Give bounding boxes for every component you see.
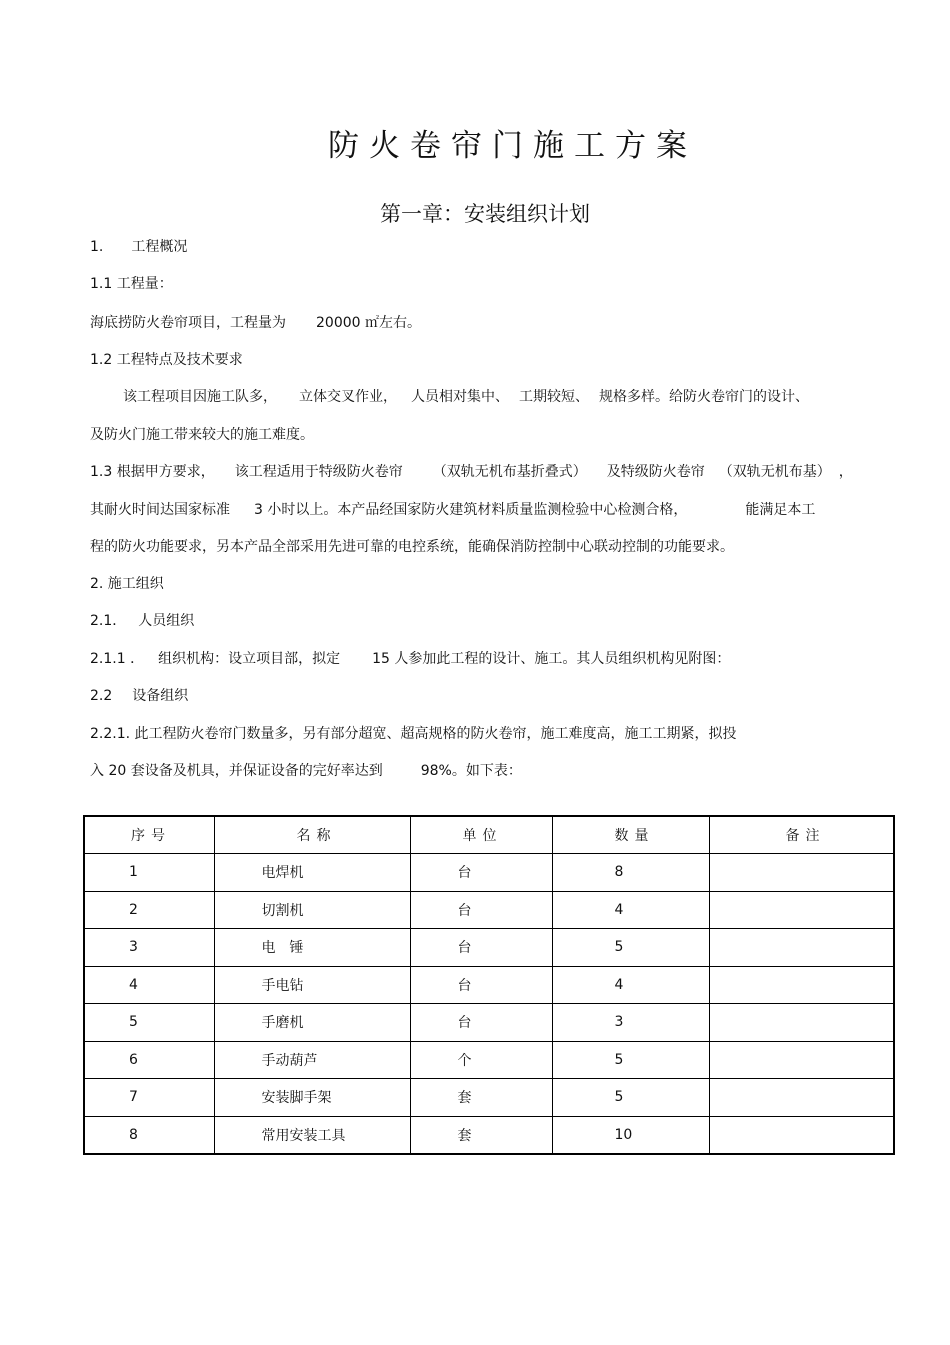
cell-unit: 套	[410, 1079, 552, 1117]
cell-seq: 8	[84, 1116, 214, 1154]
header-seq: 序号	[84, 816, 214, 854]
section-2-2-number: 2.2	[90, 688, 113, 704]
header-quantity: 数量	[552, 816, 709, 854]
cell-quantity: 4	[552, 891, 709, 929]
section-2-2-title: 设备组织	[132, 688, 189, 704]
section-2-1-title: 人员组织	[138, 613, 195, 629]
section-1-3-line-2	[90, 500, 815, 520]
cell-unit: 台	[410, 854, 552, 892]
quantity-text: 海底捞防火卷帘项目，工程量为	[90, 315, 286, 331]
table-row	[84, 891, 894, 929]
section-2-1-1-text-a: 组织机构：设立项目部，拟定	[158, 651, 341, 667]
cell-seq: 5	[84, 1004, 214, 1042]
cell-unit: 个	[410, 1041, 552, 1079]
section-2-1-1-line	[90, 649, 730, 669]
cell-seq: 4	[84, 966, 214, 1004]
cell-seq: 1	[84, 854, 214, 892]
cell-seq: 3	[84, 929, 214, 967]
cell-quantity: 8	[552, 854, 709, 892]
cell-name: 手磨机	[214, 1004, 410, 1042]
section-1-title: 工程概况	[131, 239, 188, 255]
table-row	[84, 1116, 894, 1154]
table-row	[84, 929, 894, 967]
features-paragraph-line-1	[123, 387, 809, 407]
cell-quantity: 10	[552, 1116, 709, 1154]
s13-text-e: （双轨无机布基）	[718, 464, 831, 480]
header-unit: 单位	[410, 816, 552, 854]
features-text-d: 工期较短、	[519, 389, 589, 405]
section-2-2-1-text-a: 入 20 套设备及机具，并保证设备的完好率达到	[90, 763, 383, 779]
cell-unit: 台	[410, 966, 552, 1004]
s13-text-d: 及特级防火卷帘	[606, 464, 705, 480]
section-1-2-heading: 1.2 工程特点及技术要求	[90, 352, 243, 368]
s13-line2-b: 3 小时以上。本产品经国家防火建筑材料质量监测检验中心检测合格，	[254, 502, 688, 518]
cell-remarks	[709, 1116, 894, 1154]
section-1-3-line-1	[90, 462, 853, 482]
cell-seq: 7	[84, 1079, 214, 1117]
section-2-1-heading	[90, 611, 194, 631]
cell-remarks	[709, 966, 894, 1004]
section-2-2-1-text-b: 98%。如下表：	[420, 763, 522, 779]
section-2-1-number: 2.1．	[90, 613, 127, 629]
section-2-2-1-line-1: 2.2.1. 此工程防火卷帘门数量多，另有部分超宽、超高规格的防火卷帘，施工难度高，施工工期紧，拟投	[90, 726, 737, 742]
section-2-heading: 2. 施工组织	[90, 576, 164, 592]
header-remarks: 备注	[709, 816, 894, 854]
quantity-value: 20000 ㎡左右。	[316, 315, 421, 331]
s13-text-c: （双轨无机布基折叠式）	[432, 464, 587, 480]
cell-name: 手动葫芦	[214, 1041, 410, 1079]
cell-quantity: 5	[552, 1041, 709, 1079]
features-text-b: 立体交叉作业，	[299, 389, 397, 405]
table-row	[84, 854, 894, 892]
features-paragraph-line-2: 及防火门施工带来较大的施工难度。	[90, 427, 314, 443]
section-2-1-1-number: 2.1.1 ．	[90, 651, 145, 667]
cell-unit: 台	[410, 891, 552, 929]
section-2-2-1-line-2	[90, 761, 522, 781]
section-2-2-heading	[90, 686, 188, 706]
quantity-paragraph	[90, 313, 421, 333]
cell-name: 手电钻	[214, 966, 410, 1004]
table-row	[84, 1079, 894, 1117]
cell-unit: 台	[410, 1004, 552, 1042]
cell-remarks	[709, 1004, 894, 1042]
section-1-heading	[90, 237, 187, 257]
features-text-a: 该工程项目因施工队多，	[123, 389, 277, 405]
cell-name: 电焊机	[214, 854, 410, 892]
cell-remarks	[709, 929, 894, 967]
cell-remarks	[709, 1041, 894, 1079]
cell-seq: 6	[84, 1041, 214, 1079]
cell-remarks	[709, 1079, 894, 1117]
table-row	[84, 1004, 894, 1042]
cell-name: 安装脚手架	[214, 1079, 410, 1117]
chapter-heading: 第一章：安装组织计划	[380, 202, 590, 226]
s13-text-f: ，	[838, 464, 853, 480]
s13-text-a: 1.3 根据甲方要求，	[90, 464, 215, 480]
cell-quantity: 3	[552, 1004, 709, 1042]
section-1-number: 1.	[90, 239, 104, 255]
equipment-table	[83, 815, 895, 1155]
section-1-1-heading: 1.1 工程量：	[90, 276, 173, 292]
features-text-e: 规格多样。给防火卷帘门的设计、	[599, 389, 809, 405]
header-name: 名称	[214, 816, 410, 854]
cell-unit: 套	[410, 1116, 552, 1154]
s13-line2-c: 能满足本工	[745, 502, 816, 518]
document-title: 防火卷帘门施工方案	[328, 128, 697, 164]
section-2-1-1-text-b: 15 人参加此工程的设计、施工。其人员组织机构见附图：	[372, 651, 731, 667]
cell-unit: 台	[410, 929, 552, 967]
s13-line2-a: 其耐火时间达国家标准	[90, 502, 230, 518]
cell-seq: 2	[84, 891, 214, 929]
table-row	[84, 966, 894, 1004]
table-header-row	[84, 816, 894, 854]
features-text-c: 人员相对集中、	[411, 389, 509, 405]
cell-quantity: 4	[552, 966, 709, 1004]
cell-name: 切割机	[214, 891, 410, 929]
cell-quantity: 5	[552, 1079, 709, 1117]
cell-name: 电 锤	[214, 929, 410, 967]
cell-name: 常用安装工具	[214, 1116, 410, 1154]
cell-remarks	[709, 854, 894, 892]
cell-quantity: 5	[552, 929, 709, 967]
section-1-3-line-3: 程的防火功能要求，另本产品全部采用先进可靠的电控系统，能确保消防控制中心联动控制的功能要求。	[90, 539, 734, 555]
table-row	[84, 1041, 894, 1079]
s13-text-b: 该工程适用于特级防火卷帘	[234, 464, 403, 480]
cell-remarks	[709, 891, 894, 929]
